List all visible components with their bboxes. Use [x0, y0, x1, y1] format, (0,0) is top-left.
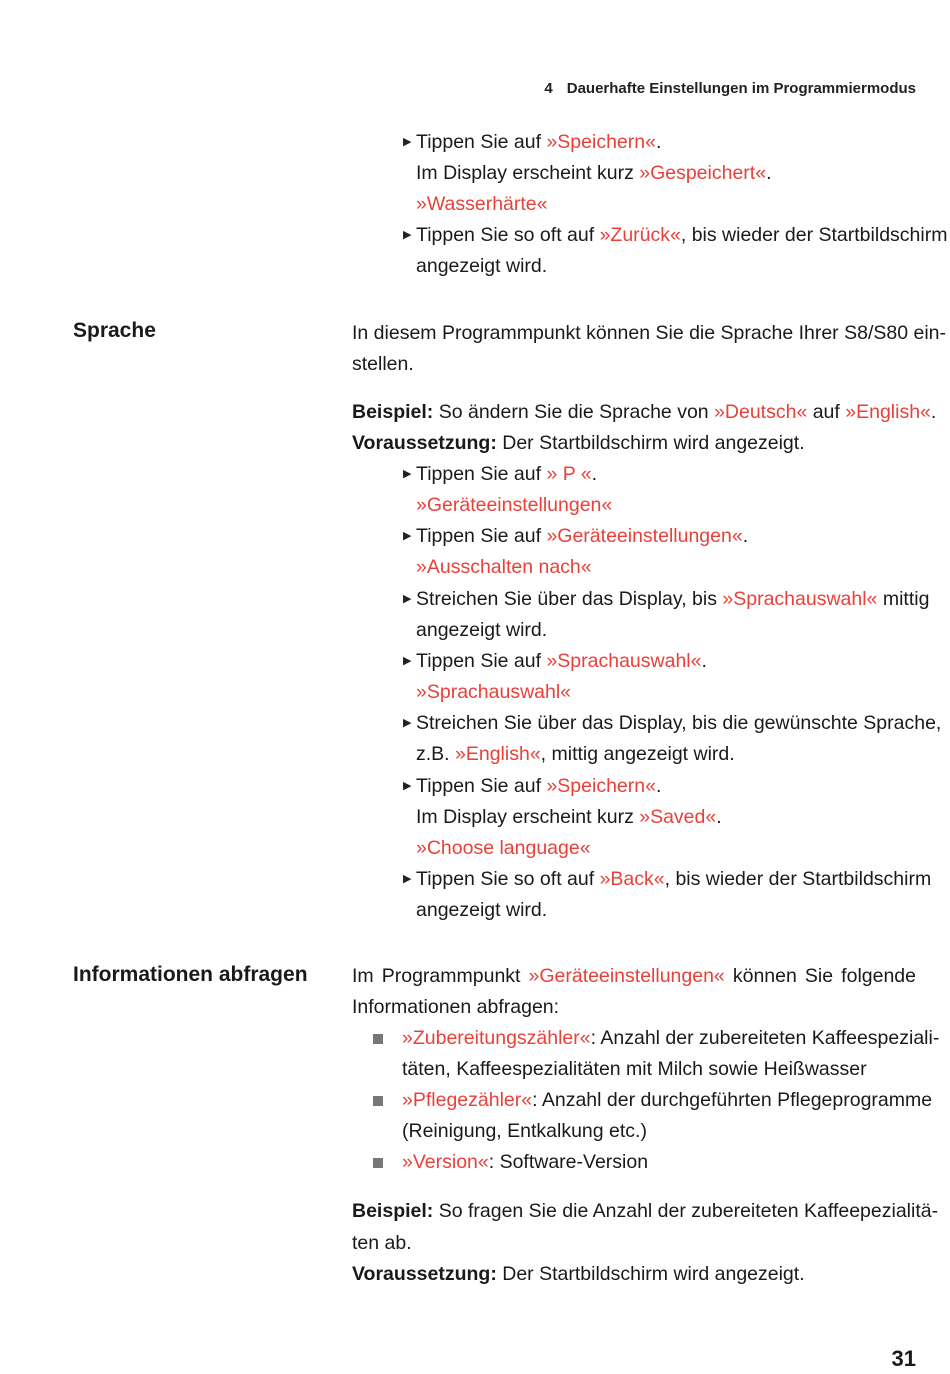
ui-term: »Gespeichert« — [639, 162, 767, 184]
list-bullet-square — [373, 1096, 383, 1106]
bullet-arrow-icon: ▶ — [403, 873, 412, 885]
page-number: 31 — [891, 1346, 916, 1371]
bullet-arrow-icon: ▶ — [403, 780, 412, 792]
ui-term: »Speichern« — [546, 131, 656, 153]
step-line: Tippen Sie so oft auf »Zurück«, bis wieder der Startbildschirm — [416, 224, 948, 246]
section-heading-informationen: Informationen abfragen — [73, 963, 308, 986]
step-line-cont: z.B. »English«, mittig angezeigt wird. — [416, 743, 735, 765]
example-line: Beispiel: So fragen Sie die Anzahl der zubereiteten Kaffeepezialitä- — [352, 1200, 939, 1222]
ui-term: »Saved« — [639, 806, 717, 828]
ui-term: »English« — [455, 743, 541, 765]
bullet-arrow-icon: ▶ — [403, 530, 412, 542]
list-item: »Pflegezähler«: Anzahl der durchgeführten Pflegeprogramme — [402, 1089, 933, 1111]
ui-term: »Speichern« — [546, 775, 656, 797]
section-heading-sprache: Sprache — [73, 319, 156, 342]
step-result: Im Display erscheint kurz »Gespeichert«. — [416, 162, 772, 184]
example-line-cont: ten ab. — [352, 1232, 412, 1254]
ui-term: » P « — [546, 463, 592, 485]
intro-line: stellen. — [352, 353, 414, 375]
bullet-arrow-icon: ▶ — [403, 655, 412, 667]
ui-term: »English« — [845, 401, 931, 423]
list-bullet-square — [373, 1158, 383, 1168]
step-line-cont: angezeigt wird. — [416, 619, 548, 641]
list-item-cont: täten, Kaffeespezialitäten mit Milch sowie Heißwasser — [402, 1058, 867, 1080]
step-line-cont: angezeigt wird. — [416, 255, 548, 277]
ui-term: »Deutsch« — [714, 401, 808, 423]
bullet-arrow-icon: ▶ — [403, 717, 412, 729]
display-text: »Choose language« — [416, 837, 591, 859]
step-line: Streichen Sie über das Display, bis »Sprachauswahl« mittig — [416, 588, 930, 610]
precondition-line: Voraussetzung: Der Startbildschirm wird angezeigt. — [352, 1263, 805, 1285]
ui-term: »Geräteeinstellungen« — [528, 965, 725, 987]
ui-term: »Version« — [402, 1151, 489, 1173]
ui-term: »Sprachauswahl« — [546, 650, 702, 672]
ui-term: »Sprachauswahl« — [722, 588, 878, 610]
step-line: Tippen Sie so oft auf »Back«, bis wieder der Startbildschirm — [416, 868, 932, 890]
list-bullet-square — [373, 1034, 383, 1044]
precondition-line: Voraussetzung: Der Startbildschirm wird angezeigt. — [352, 432, 805, 454]
step-line: Streichen Sie über das Display, bis die gewünschte Sprache, — [416, 712, 942, 734]
display-text: »Ausschalten nach« — [416, 556, 592, 578]
running-header — [544, 80, 916, 97]
list-item-cont: (Reinigung, Entkalkung etc.) — [402, 1120, 647, 1142]
chapter-number: 4 — [544, 80, 553, 97]
step-line: Tippen Sie auf »Speichern«. — [416, 775, 662, 797]
ui-term: »Zubereitungszähler« — [402, 1027, 591, 1049]
ui-term: »Zurück« — [599, 224, 681, 246]
bullet-arrow-icon: ▶ — [403, 593, 412, 605]
step-line: Tippen Sie auf »Speichern«. — [416, 131, 662, 153]
bullet-arrow-icon: ▶ — [403, 136, 412, 148]
display-text: »Wasserhärte« — [416, 193, 548, 215]
list-item: »Zubereitungszähler«: Anzahl der zubereiteten Kaffeespeziali- — [402, 1027, 940, 1049]
step-line: Tippen Sie auf » P «. — [416, 463, 598, 485]
list-item: »Version«: Software-Version — [402, 1151, 649, 1173]
bullet-arrow-icon: ▶ — [403, 468, 412, 480]
step-result: Im Display erscheint kurz »Saved«. — [416, 806, 722, 828]
chapter-title: Dauerhafte Einstellungen im Programmiermodus — [566, 80, 916, 97]
ui-term: »Pflegezähler« — [402, 1089, 533, 1111]
intro-line: Im Programmpunkt »Geräteeinstellungen« können Sie folgende — [352, 965, 917, 987]
step-line-cont: angezeigt wird. — [416, 899, 548, 921]
bullet-arrow-icon: ▶ — [403, 229, 412, 241]
intro-line: Informationen abfragen: — [352, 996, 560, 1018]
step-line: Tippen Sie auf »Sprachauswahl«. — [416, 650, 707, 672]
step-line: Tippen Sie auf »Geräteeinstellungen«. — [416, 525, 749, 547]
display-text: »Geräteeinstellungen« — [416, 494, 613, 516]
ui-term: »Back« — [599, 868, 665, 890]
ui-term: »Geräteeinstellungen« — [546, 525, 743, 547]
example-line: Beispiel: So ändern Sie die Sprache von »Deutsch« auf »English«. — [352, 401, 937, 423]
intro-line: In diesem Programmpunkt können Sie die Sprache Ihrer S8/S80 ein- — [352, 322, 946, 344]
display-text: »Sprachauswahl« — [416, 681, 572, 703]
